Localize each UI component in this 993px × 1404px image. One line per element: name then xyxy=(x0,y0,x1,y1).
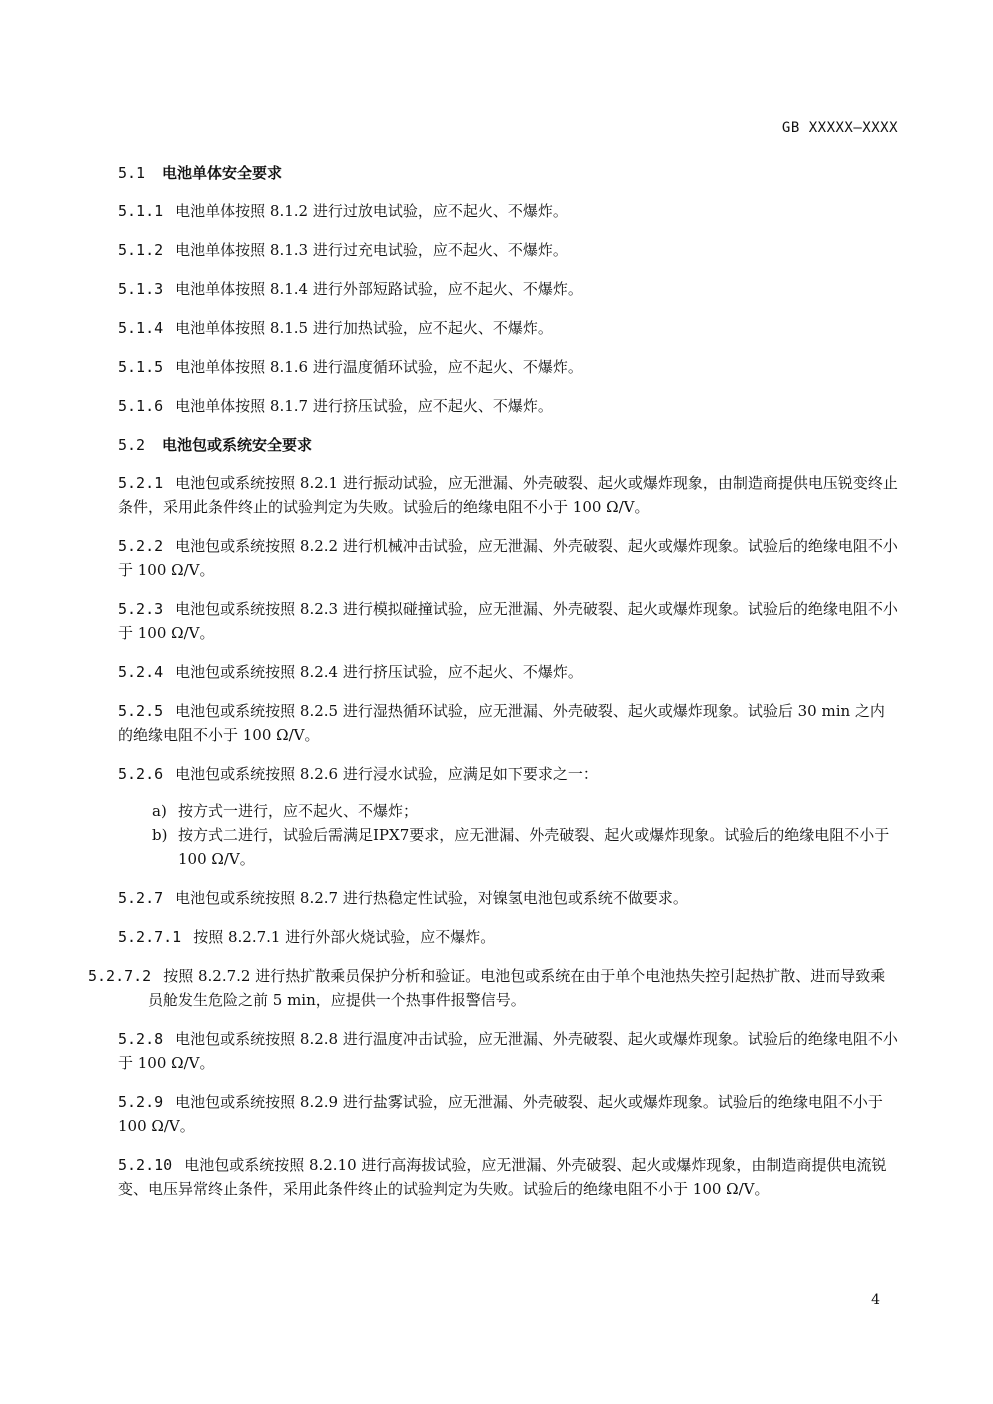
clause-text: 电池包或系统按照 8.2.5 进行湿热循环试验，应无泄漏、外壳破裂、起火或爆炸现象。试验后 30 min 之内的绝缘电阻不小于 100 Ω/V。 xyxy=(118,702,885,744)
clause-5-2-10 xyxy=(118,1153,898,1201)
clause-text: 电池单体按照 8.1.3 进行过充电试验，应不起火、不爆炸。 xyxy=(175,241,568,259)
clause-text: 电池包或系统按照 8.2.3 进行模拟碰撞试验，应无泄漏、外壳破裂、起火或爆炸现象。试验后的绝缘电阻不小于 100 Ω/V。 xyxy=(118,600,898,642)
section-heading-text: 电池包或系统安全要求 xyxy=(162,436,313,454)
clause-5-2-7-1 xyxy=(118,925,898,949)
clause-number: 5.2.9 xyxy=(118,1093,164,1111)
clause-5-1-4 xyxy=(118,316,898,340)
clause-number: 5.2.7.2 xyxy=(88,967,152,985)
clause-number: 5.1.3 xyxy=(118,280,164,298)
clause-text: 按照 8.2.7.2 进行热扩散乘员保护分析和验证。电池包或系统在由于单个电池热失控引起热扩散、进而导致乘员舱发生危险之前 5 min，应提供一个热事件报警信号。 xyxy=(148,967,886,1009)
list-item xyxy=(152,799,898,823)
clause-text: 电池包或系统按照 8.2.7 进行热稳定性试验，对镍氢电池包或系统不做要求。 xyxy=(175,889,688,907)
requirement-list xyxy=(152,799,898,871)
clause-5-2-3 xyxy=(118,597,898,645)
clause-5-1-6 xyxy=(118,394,898,418)
clause-text: 电池包或系统按照 8.2.10 进行高海拔试验，应无泄漏、外壳破裂、起火或爆炸现象，由制造商提供电流锐变、电压异常终止条件，采用此条件终止的试验判定为失败。试验后的绝缘电阻不小于 100 Ω/V。 xyxy=(118,1156,887,1198)
clause-text: 电池单体按照 8.1.2 进行过放电试验，应不起火、不爆炸。 xyxy=(175,202,568,220)
clause-text: 电池包或系统按照 8.2.8 进行温度冲击试验，应无泄漏、外壳破裂、起火或爆炸现象。试验后的绝缘电阻不小于 100 Ω/V。 xyxy=(118,1030,898,1072)
document-code-header: GB XXXXX—XXXX xyxy=(781,120,898,136)
clause-number: 5.2.5 xyxy=(118,702,164,720)
section-number: 5.2 xyxy=(118,436,146,454)
clause-number: 5.1.5 xyxy=(118,358,164,376)
list-item xyxy=(152,823,898,871)
clause-number: 5.2.2 xyxy=(118,537,164,555)
clause-text: 电池包或系统按照 8.2.4 进行挤压试验，应不起火、不爆炸。 xyxy=(175,663,583,681)
clause-number: 5.2.4 xyxy=(118,663,164,681)
clause-number: 5.2.6 xyxy=(118,765,164,783)
list-item-text: 按方式一进行，应不起火、不爆炸； xyxy=(178,802,419,820)
clause-5-2-6 xyxy=(118,762,898,786)
clause-number: 5.2.3 xyxy=(118,600,164,618)
clause-5-2-8 xyxy=(118,1027,898,1075)
clause-text: 电池单体按照 8.1.7 进行挤压试验，应不起火、不爆炸。 xyxy=(175,397,553,415)
clause-number: 5.2.8 xyxy=(118,1030,164,1048)
clause-text: 电池单体按照 8.1.5 进行加热试验，应不起火、不爆炸。 xyxy=(175,319,553,337)
clause-number: 5.1.4 xyxy=(118,319,164,337)
list-marker: b) xyxy=(152,826,168,844)
clause-5-1-5 xyxy=(118,355,898,379)
clause-text: 电池单体按照 8.1.6 进行温度循环试验，应不起火、不爆炸。 xyxy=(175,358,583,376)
section-title-5-1 xyxy=(118,161,898,185)
list-item-text: 按方式二进行，试验后需满足IPX7要求，应无泄漏、外壳破裂、起火或爆炸现象。试验后的绝缘电阻不小于100 Ω/V。 xyxy=(178,826,890,868)
clause-text: 电池包或系统按照 8.2.1 进行振动试验，应无泄漏、外壳破裂、起火或爆炸现象，由制造商提供电压锐变终止条件，采用此条件终止的试验判定为失败。试验后的绝缘电阻不小于 100 Ω/V。 xyxy=(118,474,898,516)
section-title-5-2 xyxy=(118,433,898,457)
section-heading-text: 电池单体安全要求 xyxy=(162,164,283,182)
clause-number: 5.1.6 xyxy=(118,397,164,415)
clause-5-2-7-2 xyxy=(88,964,898,1012)
clause-5-1-3 xyxy=(118,277,898,301)
clause-5-1-2 xyxy=(118,238,898,262)
clause-5-2-2 xyxy=(118,534,898,582)
clause-5-1-1 xyxy=(118,199,898,223)
clause-number: 5.1.1 xyxy=(118,202,164,220)
clause-text: 按照 8.2.7.1 进行外部火烧试验，应不爆炸。 xyxy=(193,928,496,946)
section-number: 5.1 xyxy=(118,164,146,182)
clause-text: 电池单体按照 8.1.4 进行外部短路试验，应不起火、不爆炸。 xyxy=(175,280,583,298)
list-marker: a) xyxy=(152,802,167,820)
clause-number: 5.2.1 xyxy=(118,474,164,492)
clause-5-2-1 xyxy=(118,471,898,519)
clause-text: 电池包或系统按照 8.2.6 进行浸水试验，应满足如下要求之一： xyxy=(175,765,598,783)
clause-number: 5.2.7.1 xyxy=(118,928,182,946)
clause-5-2-5 xyxy=(118,699,898,747)
clause-5-2-4 xyxy=(118,660,898,684)
clause-number: 5.1.2 xyxy=(118,241,164,259)
clause-5-2-9 xyxy=(118,1090,898,1138)
clause-number: 5.2.10 xyxy=(118,1156,173,1174)
clause-text: 电池包或系统按照 8.2.2 进行机械冲击试验，应无泄漏、外壳破裂、起火或爆炸现象。试验后的绝缘电阻不小于 100 Ω/V。 xyxy=(118,537,898,579)
clause-5-2-7 xyxy=(118,886,898,910)
page-number: 4 xyxy=(871,1292,880,1308)
clause-number: 5.2.7 xyxy=(118,889,164,907)
clause-text: 电池包或系统按照 8.2.9 进行盐雾试验，应无泄漏、外壳破裂、起火或爆炸现象。试验后的绝缘电阻不小于 100 Ω/V。 xyxy=(118,1093,883,1135)
document-body xyxy=(88,161,898,1216)
